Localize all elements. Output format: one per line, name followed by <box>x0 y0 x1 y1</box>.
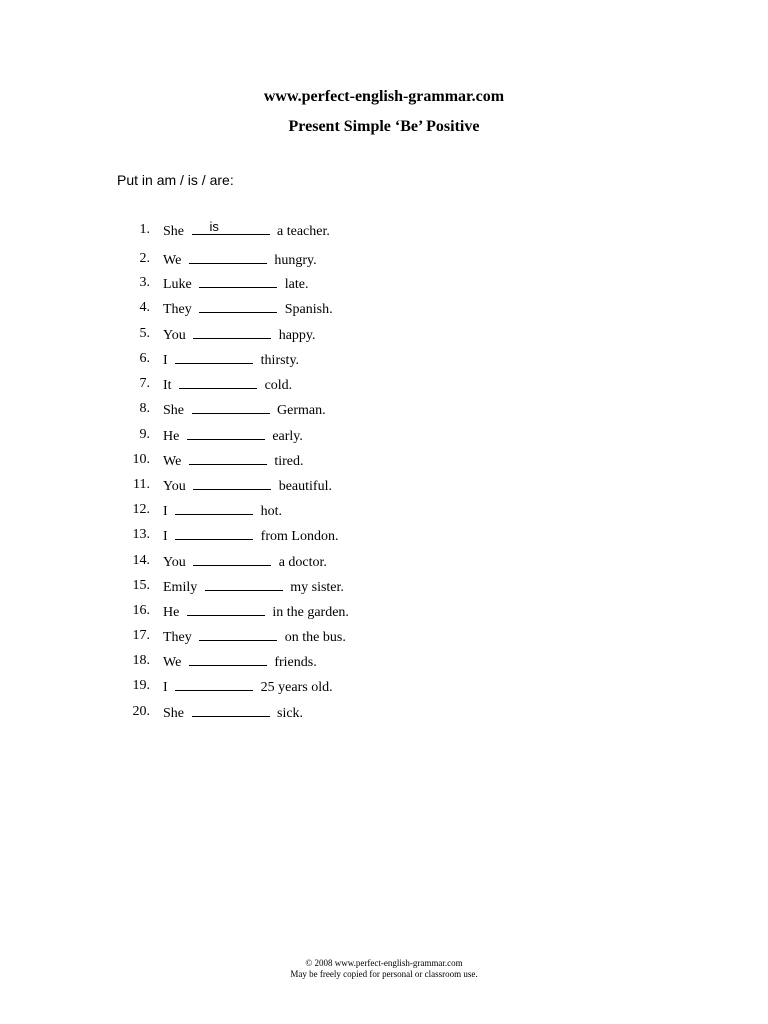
exercise-sentence <box>163 251 317 269</box>
exercise-ending: late. <box>284 277 309 292</box>
exercise-number: 6. <box>139 351 150 366</box>
exercise-subject: He <box>163 429 180 444</box>
footer-note: May be freely copied for personal or classroom use. <box>290 969 478 979</box>
exercise-subject: You <box>163 328 186 343</box>
exercise-sentence <box>163 704 303 722</box>
answer-blank[interactable] <box>189 452 267 465</box>
exercise-subject: They <box>163 630 192 645</box>
exercise-sentence <box>163 678 333 696</box>
exercise-number: 19. <box>132 678 150 693</box>
exercise-ending: a teacher. <box>277 224 330 239</box>
exercise-number: 10. <box>132 452 150 467</box>
answer-blank[interactable] <box>187 427 265 440</box>
exercise-ending: 25 years old. <box>260 680 333 695</box>
exercise-sentence <box>163 553 327 571</box>
exercise-ending: hungry. <box>274 253 317 268</box>
answer-blank[interactable] <box>199 628 277 641</box>
exercise-ending: hot. <box>260 504 283 519</box>
exercise-ending: sick. <box>277 706 304 721</box>
exercise-ending: Spanish. <box>284 302 333 317</box>
exercise-sentence <box>163 477 332 495</box>
exercise-ending: in the garden. <box>272 605 349 620</box>
exercise-subject: She <box>163 224 184 239</box>
exercise-subject: I <box>163 529 168 544</box>
exercise-sentence <box>163 628 346 646</box>
exercise-ending: from London. <box>260 529 339 544</box>
exercise-ending: my sister. <box>290 580 344 595</box>
exercise-number: 15. <box>132 578 150 593</box>
answer-blank[interactable] <box>193 326 271 339</box>
exercise-number: 11. <box>133 477 150 492</box>
answer-blank[interactable] <box>179 376 257 389</box>
exercise-subject: We <box>163 454 182 469</box>
exercise-number: 3. <box>139 275 150 290</box>
answer-blank[interactable] <box>175 502 253 515</box>
exercise-subject: She <box>163 706 184 721</box>
exercise-subject: I <box>163 504 168 519</box>
answer-blank[interactable] <box>192 704 270 717</box>
exercise-number: 14. <box>132 553 150 568</box>
exercise-ending: beautiful. <box>278 479 332 494</box>
exercise-number: 16. <box>132 603 150 618</box>
exercise-subject: You <box>163 479 186 494</box>
exercise-subject: Emily <box>163 580 198 595</box>
exercise-subject: We <box>163 253 182 268</box>
exercise-number: 5. <box>139 326 150 341</box>
answer-blank[interactable] <box>193 553 271 566</box>
answer-blank[interactable] <box>199 275 277 288</box>
exercise-sentence <box>163 653 317 671</box>
exercise-sentence <box>163 376 292 394</box>
answer-blank[interactable] <box>205 578 283 591</box>
exercise-ending: a doctor. <box>278 555 327 570</box>
exercise-subject: We <box>163 655 182 670</box>
exercise-sentence <box>163 219 330 240</box>
site-url-heading: www.perfect-english-grammar.com <box>263 88 505 105</box>
exercise-subject: You <box>163 555 186 570</box>
exercise-subject: They <box>163 302 192 317</box>
exercise-sentence <box>163 275 308 293</box>
exercise-sentence <box>163 401 326 419</box>
exercise-subject: He <box>163 605 180 620</box>
exercise-number: 2. <box>139 251 150 266</box>
exercise-subject: Luke <box>163 277 192 292</box>
exercise-sentence <box>163 502 282 520</box>
exercise-ending: tired. <box>274 454 304 469</box>
answer-blank[interactable] <box>193 477 271 490</box>
exercise-subject: She <box>163 403 184 418</box>
footer <box>0 958 768 980</box>
worksheet-title: Present Simple ‘Be’ Positive <box>288 118 480 135</box>
exercise-ending: on the bus. <box>284 630 346 645</box>
filled-answer: is <box>209 219 219 234</box>
exercise-ending: German. <box>277 403 326 418</box>
exercise-subject: I <box>163 680 168 695</box>
exercise-sentence <box>163 527 338 545</box>
exercise-sentence <box>163 603 349 621</box>
exercise-sentence <box>163 427 303 445</box>
exercise-ending: early. <box>272 429 303 444</box>
exercise-number: 13. <box>132 527 150 542</box>
exercise-number: 8. <box>139 401 150 416</box>
exercise-number: 17. <box>132 628 150 643</box>
exercise-number: 12. <box>132 502 150 517</box>
exercise-number: 4. <box>139 300 150 315</box>
exercise-sentence <box>163 300 333 318</box>
exercise-subject: I <box>163 353 168 368</box>
instruction-text: Put in am / is / are: <box>117 172 234 188</box>
answer-blank[interactable] <box>189 653 267 666</box>
answer-blank[interactable] <box>175 527 253 540</box>
answer-blank[interactable] <box>175 678 253 691</box>
exercise-ending: thirsty. <box>260 353 300 368</box>
answer-blank[interactable] <box>175 351 253 364</box>
exercise-number: 1. <box>139 222 150 237</box>
exercise-sentence <box>163 326 316 344</box>
exercise-ending: happy. <box>278 328 316 343</box>
exercise-number: 18. <box>132 653 150 668</box>
exercise-sentence <box>163 351 299 369</box>
exercise-ending: friends. <box>274 655 317 670</box>
answer-blank[interactable] <box>199 300 277 313</box>
answer-blank[interactable] <box>192 219 270 235</box>
exercise-number: 7. <box>139 376 150 391</box>
exercise-number: 20. <box>132 704 150 719</box>
exercise-sentence <box>163 452 303 470</box>
exercise-ending: cold. <box>264 378 293 393</box>
exercise-sentence <box>163 578 344 596</box>
answer-blank[interactable] <box>189 251 267 264</box>
answer-blank[interactable] <box>192 401 270 414</box>
answer-blank[interactable] <box>187 603 265 616</box>
exercise-number: 9. <box>139 427 150 442</box>
footer-copyright: © 2008 www.perfect-english-grammar.com <box>305 958 463 968</box>
exercise-subject: It <box>163 378 172 393</box>
